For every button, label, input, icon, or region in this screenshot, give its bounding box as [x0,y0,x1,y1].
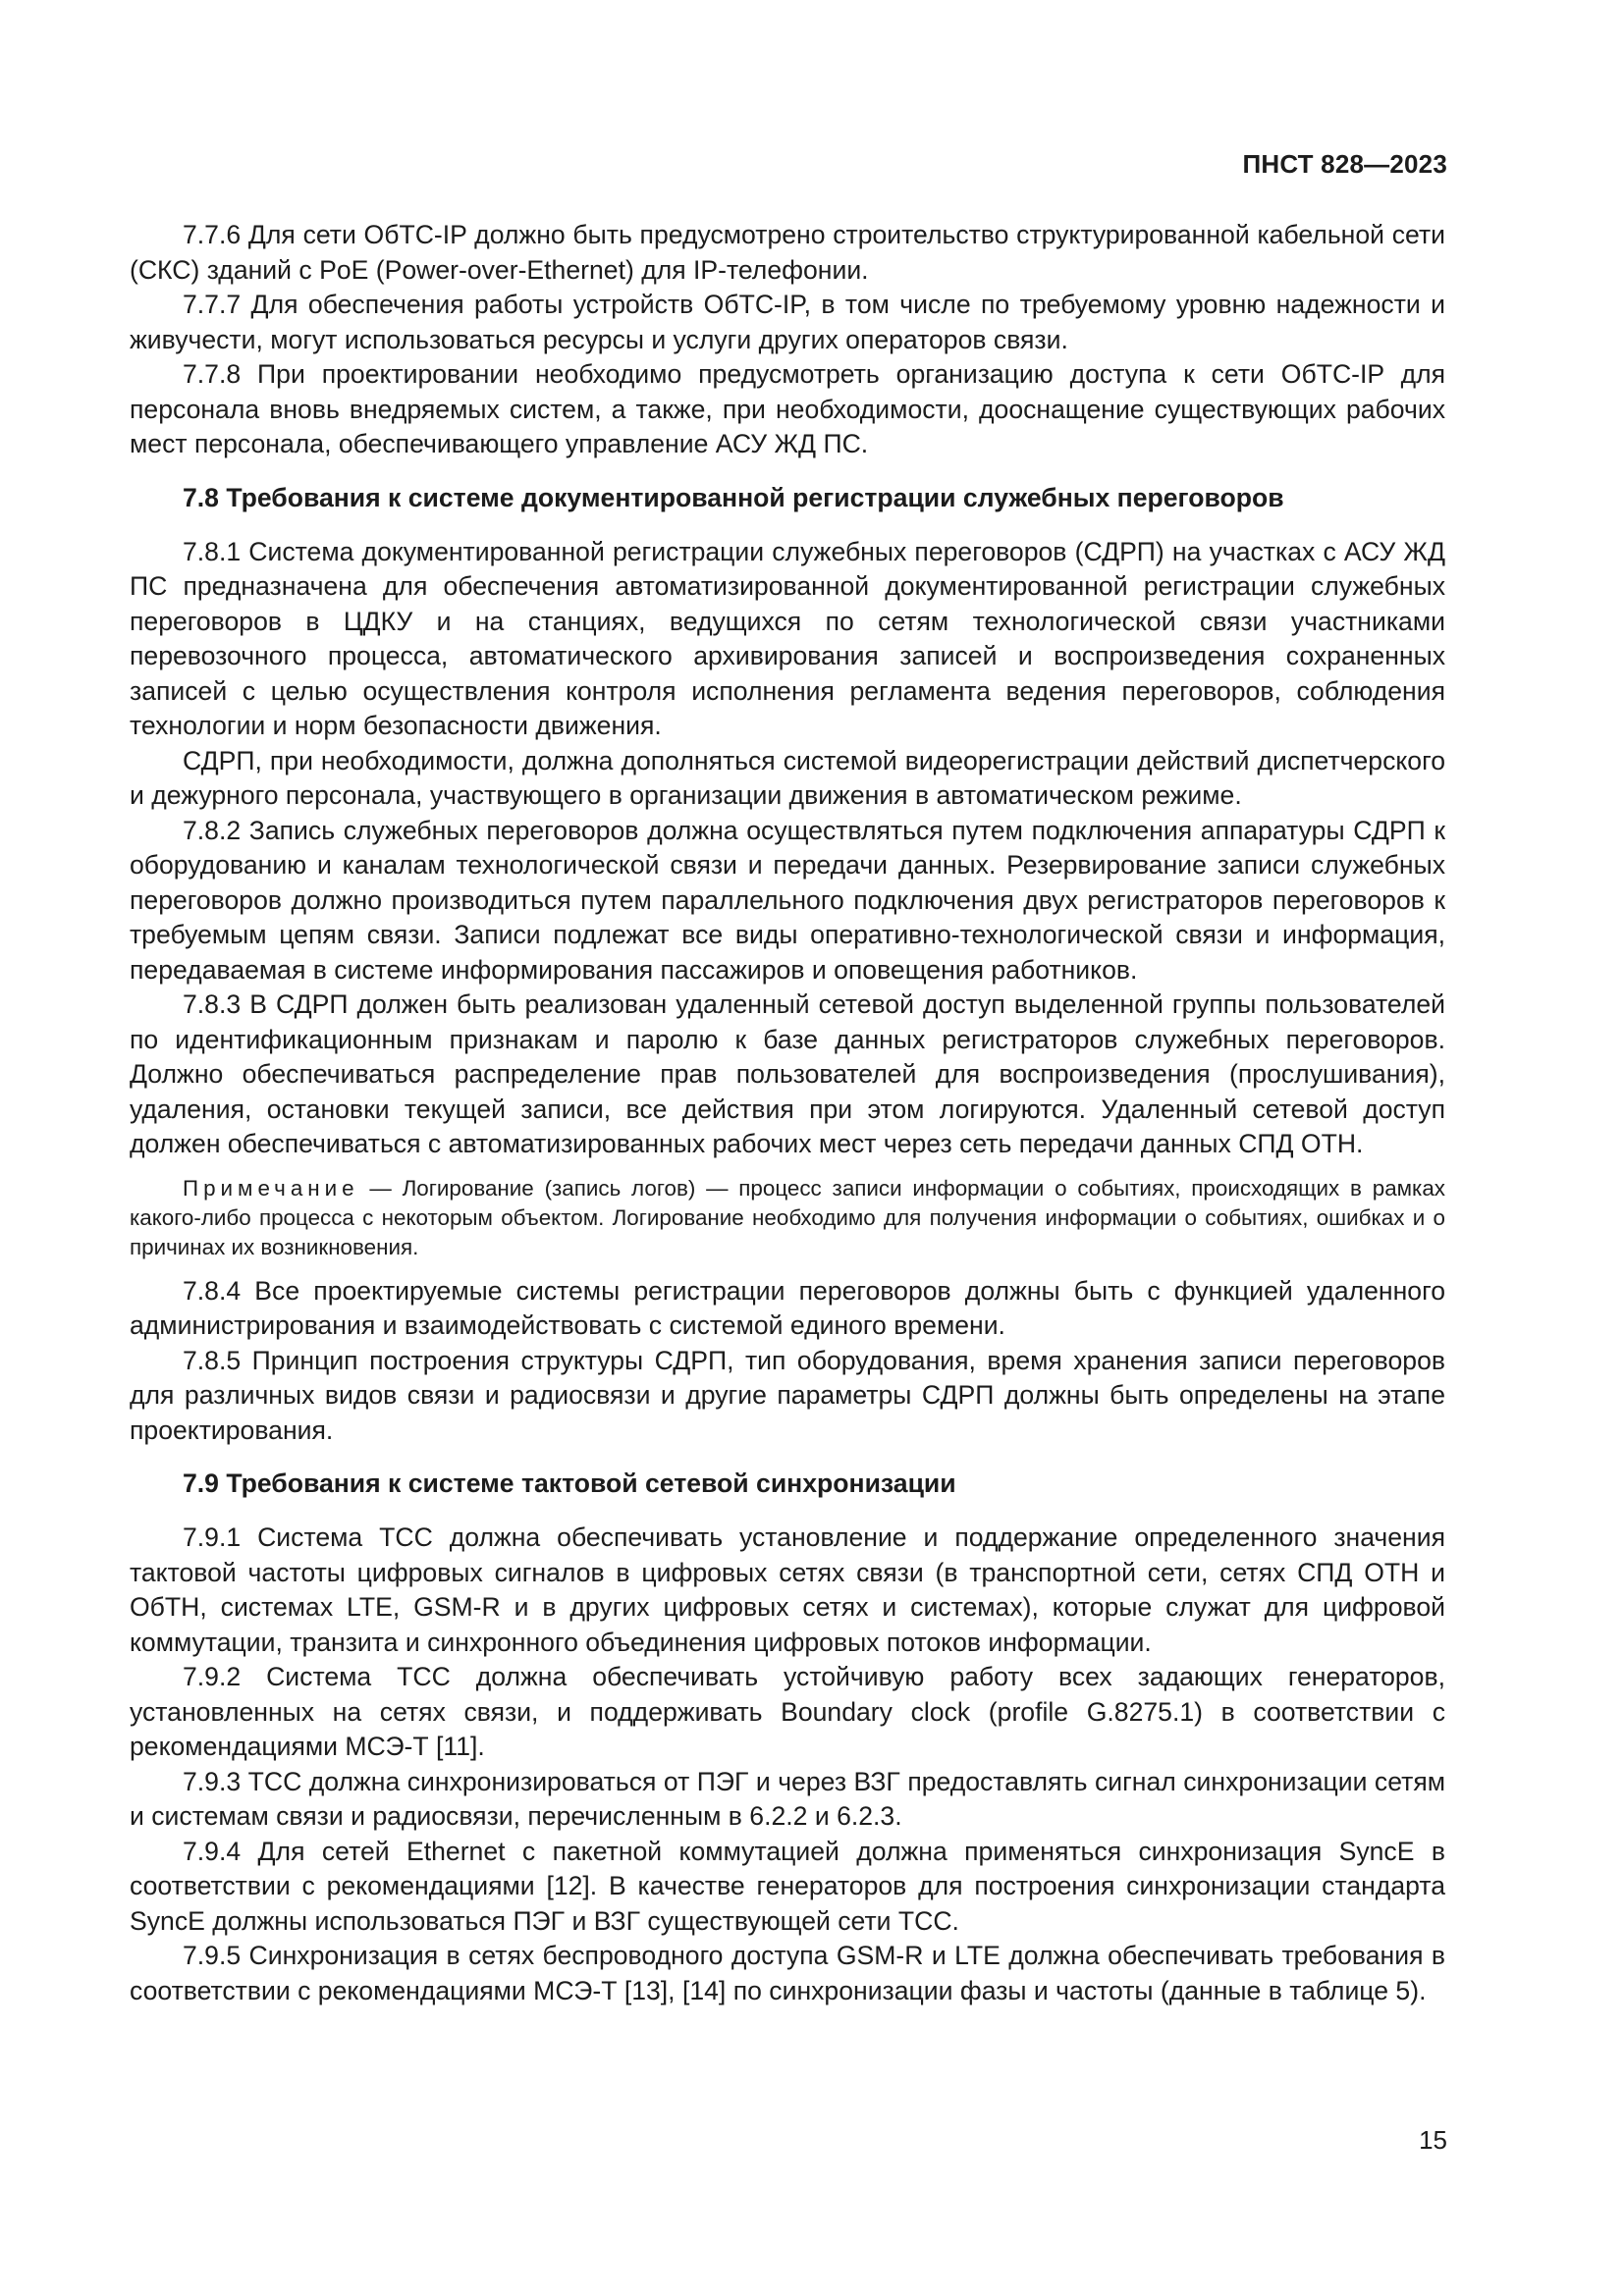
paragraph-7-7-8: 7.7.8 При проектировании необходимо предусмотреть организацию доступа к сети ОбТС-IP для персонала вновь внедряемых систем, а также, при необходимости, дооснащение существующих рабочих мест персонала, обеспечивающего управление АСУ ЖД ПС. [130,359,1445,458]
paragraph-7-8-5: 7.8.5 Принцип построения структуры СДРП, тип оборудования, время хранения записи переговоров для различных видов связи и радиосвязи и другие параметры СДРП должны быть определены на этапе проектирования. [130,1345,1445,1445]
paragraph-7-7-7: 7.7.7 Для обеспечения работы устройств ОбТС-IP, в том числе по требуемому уровню надежности и живучести, могут использоваться ресурсы и услуги других операторов связи. [130,290,1445,354]
paragraph-7-9-5: 7.9.5 Синхронизация в сетях беспроводного доступа GSM-R и LTE должна обеспечивать требования в соответствии с рекомендациями МСЭ-Т [13], [14] по синхронизации фазы и частоты (данные в таблице 5). [130,1941,1445,2005]
paragraph-7-8-4: 7.8.4 Все проектируемые системы регистрации переговоров должны быть с функцией удаленного администрирования и взаимодействовать с системой единого времени. [130,1275,1445,1340]
document-code: ПНСТ 828—2023 [1242,149,1447,179]
note-text: — Логирование (запись логов) — процесс записи информации о событиях, происходящих в рамках какого-либо процесса с некоторым объектом. Логирование необходимо для получения информации о событиях, ошибках и о причинах их возникновения. [130,1175,1445,1259]
paragraph-7-8-1-continued: СДРП, при необходимости, должна дополняться системой видеорегистрации действий диспетчерского и дежурного персонала, участвующего в организации движения в автоматическом режиме. [130,745,1445,810]
note-label: Примечание [183,1175,359,1201]
paragraph-7-8-3: 7.8.3 В СДРП должен быть реализован удаленный сетевой доступ выделенной группы пользователей по идентификационным признакам и паролю к базе данных регистраторов служебных переговоров. Должно обеспечиваться распределение прав пользователей для воспроизведения (прослушивания), удаления, остановки текущей записи, все действия при этом логируются. Удаленный сетевой доступ должен обеспечиваться с автоматизированных рабочих мест через сеть передачи данных СПД ОТН. [130,989,1445,1158]
paragraph-7-9-4: 7.9.4 Для сетей Ethernet с пакетной коммутацией должна применяться синхронизация SyncE в соответствии с рекомендациями [12]. В качестве генераторов для построения синхронизации стандарта SyncE должны использоваться ПЭГ и ВЗГ существующей сети ТСС. [130,1836,1445,1936]
paragraph-7-7-6: 7.7.6 Для сети ОбТС-IP должно быть предусмотрено строительство структурированной кабельной сети (СКС) зданий с PoE (Power-over-Ethernet) для IP-телефонии. [130,220,1445,285]
note [130,1174,1445,1262]
page-number: 15 [1419,2125,1447,2155]
paragraph-7-8-2: 7.8.2 Запись служебных переговоров должна осуществляться путем подключения аппаратуры СДРП к оборудованию и каналам технологической связи и передачи данных. Резервирование записи служебных переговоров должно производиться путем параллельного подключения двух регистраторов переговоров к требуемым цепям связи. Записи подлежат все виды оперативно-технологической связи и информация, передаваемая в системе информирования пассажиров и оповещения работников. [130,815,1445,985]
paragraph-7-9-3: 7.9.3 ТСС должна синхронизироваться от ПЭГ и через ВЗГ предоставлять сигнал синхронизации сетям и системам связи и радиосвязи, перечисленным в 6.2.2 и 6.2.3. [130,1766,1445,1831]
section-heading-7-9: 7.9 Требования к системе тактовой сетевой синхронизации [183,1468,956,1498]
section-heading-7-8: 7.8 Требования к системе документированной регистрации служебных переговоров [183,482,1284,512]
page-body [130,218,1445,2008]
paragraph-7-9-1: 7.9.1 Система ТСС должна обеспечивать установление и поддержание определенного значения тактовой частоты цифровых сигналов в цифровых сетях связи (в транспортной сети, сетях СПД ОТН и ОбТН, системах LTE, GSM-R и в других цифровых сетях и системах), которые служат для цифровой коммутации, транзита и синхронного объединения цифровых потоков информации. [130,1522,1445,1657]
paragraph-7-8-1: 7.8.1 Система документированной регистрации служебных переговоров (СДРП) на участках с АСУ ЖД ПС предназначена для обеспечения автоматизированной документированной регистрации служебных переговоров в ЦДКУ и на станциях, ведущихся по сетям технологической связи участниками перевозочного процесса, автоматического архивирования записей и воспроизведения сохраненных записей с целью осуществления контроля исполнения регламента ведения переговоров, соблюдения технологии и норм безопасности движения. [130,536,1445,740]
paragraph-7-9-2: 7.9.2 Система ТСС должна обеспечивать устойчивую работу всех задающих генераторов, установленных на сетях связи, и поддерживать Boundary clock (profile G.8275.1) в соответствии с рекомендациями МСЭ-Т [11]. [130,1662,1445,1761]
